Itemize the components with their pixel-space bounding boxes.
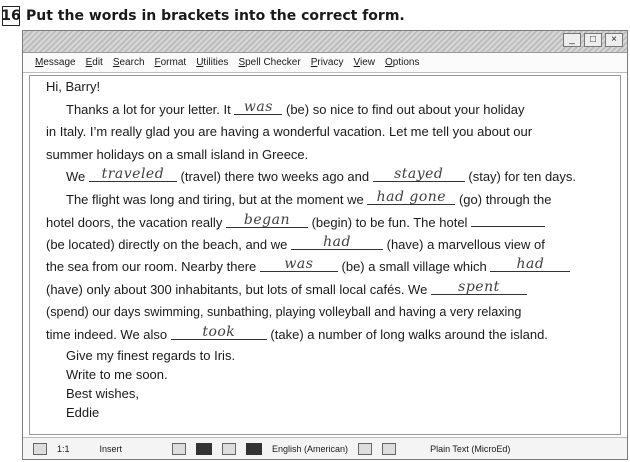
closing-line: Best wishes, [66, 386, 139, 401]
answer-gap[interactable] [89, 166, 177, 182]
letter-line: The flight was long and tiring, but at the moment we had gone (go) through the [66, 188, 552, 207]
letter-line: We traveled (travel) there two weeks ago and stayed (stay) for ten days. [66, 166, 577, 184]
menu-spell-checker[interactable]: Spell Checker [238, 57, 301, 68]
answer-gap[interactable] [260, 256, 338, 272]
tool-icon[interactable] [382, 443, 396, 455]
letter-line: (have) only about 300 inhabitants, but lots of small local cafés. We spent [46, 279, 610, 302]
answer-gap[interactable] [431, 279, 527, 295]
menu-edit[interactable]: Edit [85, 57, 103, 68]
letter-line: in Italy. I’m really glad you are having a wonderful vacation. Let me tell you about our [46, 124, 533, 139]
handwritten-answer: had [516, 256, 545, 272]
menu-privacy[interactable]: Privacy [310, 57, 344, 68]
answer-gap[interactable] [234, 99, 282, 115]
letter-line: (be located) directly on the beach, and we had (have) a marvellous view of [46, 233, 545, 252]
answer-gap[interactable] [490, 256, 570, 272]
tool-icon[interactable] [196, 443, 212, 455]
handwritten-answer: spent [458, 278, 500, 295]
tool-icon[interactable] [172, 443, 186, 455]
greeting: Hi, Barry! [46, 79, 101, 94]
handwritten-answer: was [243, 98, 273, 115]
handwritten-answer: was [284, 256, 314, 272]
answer-gap[interactable] [373, 166, 465, 182]
letter-line: Thanks a lot for your letter. It was (be) so nice to find out about your holiday [66, 98, 525, 117]
menu-utilities[interactable]: Utilities [196, 57, 229, 68]
status-bar [23, 437, 627, 459]
close-button[interactable]: × [605, 33, 623, 47]
answer-gap[interactable] [226, 212, 308, 228]
maximize-button[interactable]: □ [584, 33, 602, 47]
signature: Eddie [66, 405, 100, 420]
exercise-header [2, 4, 405, 28]
cursor-position: 1:1 [57, 443, 70, 454]
email-window [22, 30, 628, 460]
language-indicator[interactable]: English (American) [272, 443, 349, 454]
closing-line: Write to me soon. [66, 367, 168, 382]
exercise-instruction: Put the words in brackets into the correct form. [26, 8, 405, 24]
closing-line: Give my finest regards to Iris. [66, 348, 236, 363]
menu-search[interactable]: Search [112, 57, 145, 68]
letter-line: time indeed. We also took (take) a number of long walks around the island. [46, 323, 548, 342]
handwritten-answer: took [202, 323, 236, 340]
handwritten-answer: had gone [376, 188, 447, 205]
letter-line: the sea from our room. Nearby there was (be) a small village which had [46, 256, 610, 279]
menu-bar [23, 53, 627, 73]
message-body[interactable] [29, 75, 621, 435]
letter-line: (spend) our days swimming, sunbathing, playing volleyball and having a very relaxing [46, 305, 522, 319]
answer-gap[interactable] [171, 324, 267, 340]
tool-icon[interactable] [246, 443, 262, 455]
menu-options[interactable]: Options [385, 57, 420, 68]
handwritten-answer: began [243, 212, 290, 228]
format-indicator[interactable]: Plain Text (MicroEd) [430, 443, 511, 454]
answer-gap[interactable] [291, 234, 383, 250]
handwritten-answer: had [323, 233, 351, 250]
title-bar [23, 31, 627, 53]
tool-icon[interactable] [222, 443, 236, 455]
letter-line: summer holidays on a small island in Greece. [46, 146, 309, 162]
printer-icon [33, 443, 47, 455]
letter-line: hotel doors, the vacation really began (begin) to be fun. The hotel [46, 211, 610, 234]
menu-message[interactable]: Message [35, 57, 76, 68]
edit-mode: Insert [99, 443, 123, 454]
menu-format[interactable]: Format [154, 57, 187, 68]
answer-gap-empty[interactable] [471, 211, 545, 227]
handwritten-answer: stayed [394, 166, 444, 182]
exercise-number: 16 [1, 8, 21, 24]
menu-view[interactable]: View [353, 57, 376, 68]
handwritten-answer: traveled [101, 166, 165, 182]
tool-icon[interactable] [358, 443, 372, 455]
minimize-button[interactable]: _ [563, 33, 581, 47]
answer-gap[interactable] [367, 189, 455, 205]
